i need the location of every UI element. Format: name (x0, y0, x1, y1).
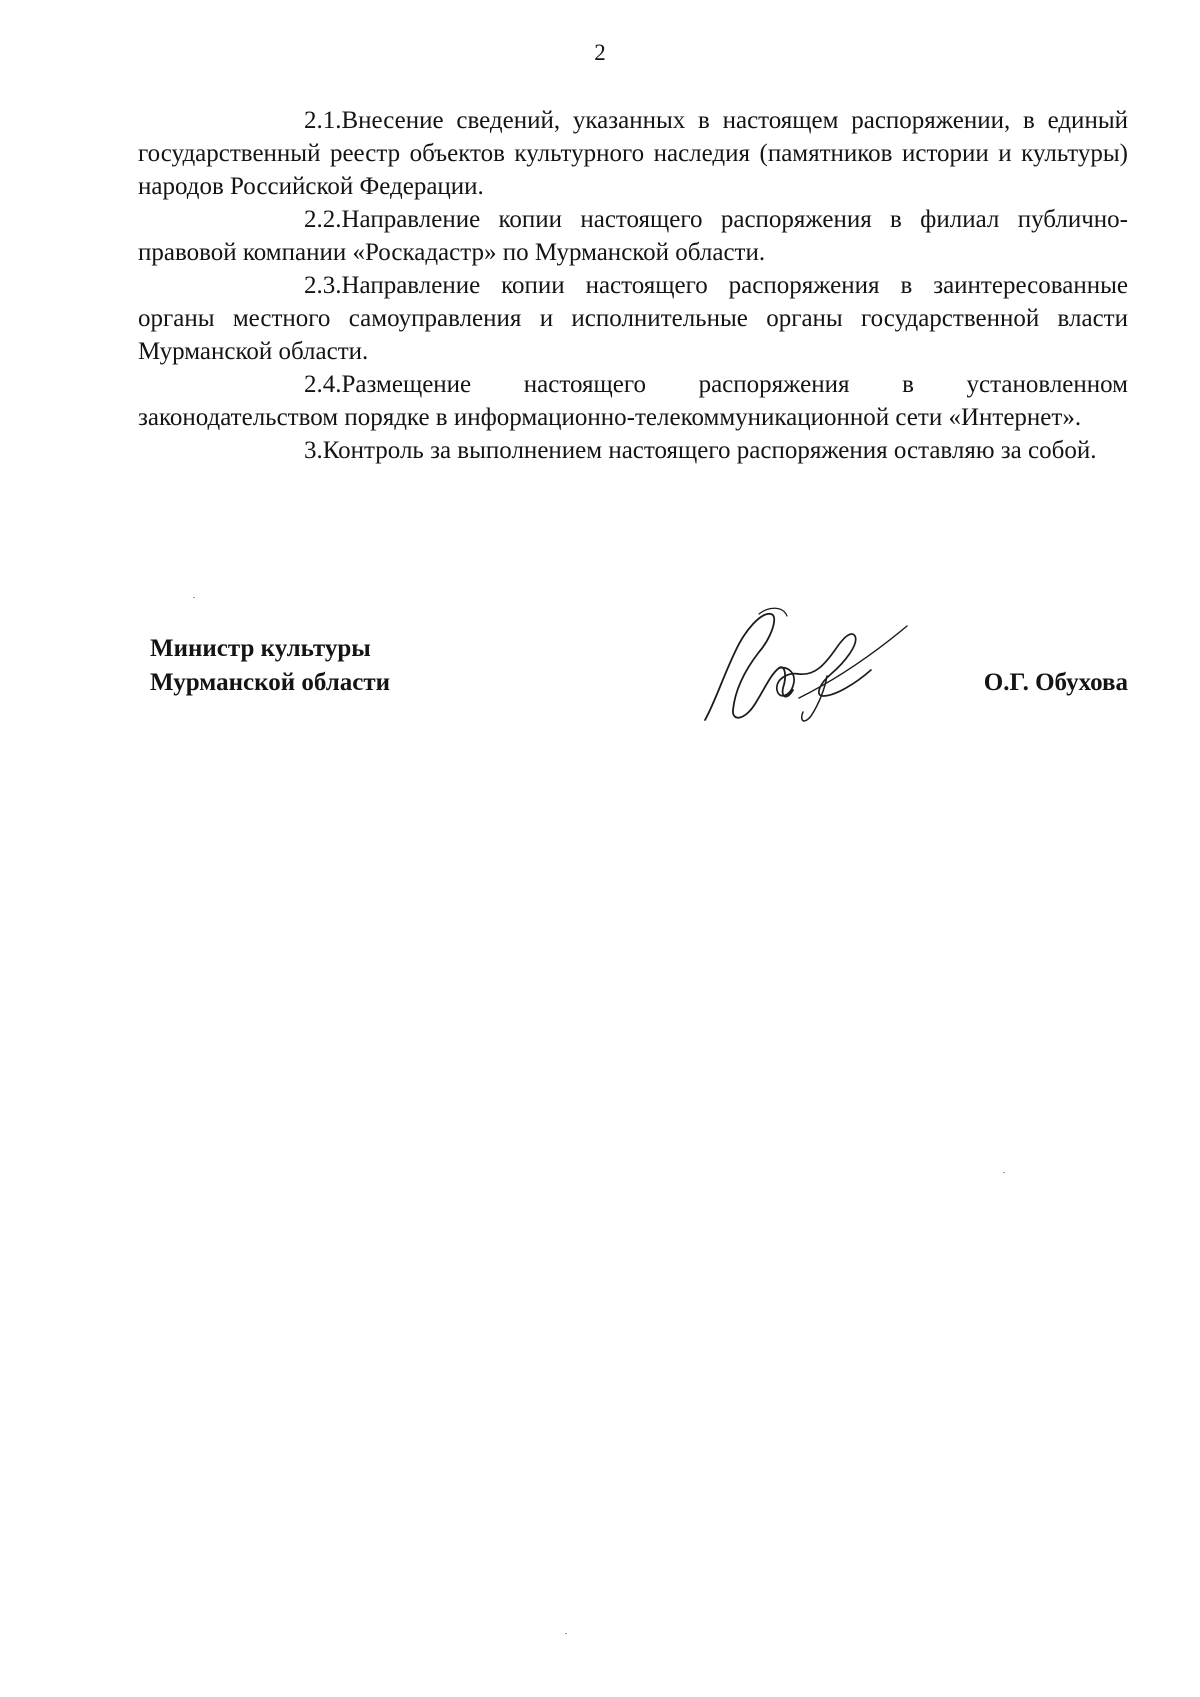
page-number: 2 (594, 40, 606, 65)
signer-name: О.Г. Обухова (983, 669, 1128, 696)
paragraph-number: 2.4. (304, 371, 342, 398)
scan-speck (1003, 1172, 1005, 1173)
signer-title (150, 632, 390, 700)
paragraph-number: 2.3. (304, 272, 342, 299)
paragraph-number: 3. (304, 437, 323, 464)
paragraph-2-3 (138, 269, 1128, 368)
paragraph-text: Размещение настоящего распоряжения в установленном законодательством порядке в информационно-телекоммуникационной сети «Интернет». (138, 371, 1128, 431)
signer-title-line-2: Мурманской области (150, 669, 391, 696)
signer-title-line-1: Министр культуры (150, 635, 371, 662)
scan-speck (565, 1633, 567, 1634)
paragraph-2-4 (138, 368, 1128, 434)
paragraph-3 (138, 434, 1128, 467)
handwritten-signature (675, 592, 915, 742)
document-body (138, 104, 1128, 467)
paragraph-2-2 (138, 203, 1128, 269)
paragraph-number: 2.1. (304, 107, 342, 134)
paragraph-text: Внесение сведений, указанных в настоящем распоряжении, в единый государственный реестр объектов культурного наследия (памятников истории и культуры) народов Российской Федерации. (138, 107, 1128, 200)
signature-stroke (799, 626, 907, 698)
paragraph-text: Направление копии настоящего распоряжения в филиал публично-правовой компании «Роскадастр» по Мурманской области. (138, 206, 1128, 266)
paragraph-text: Направление копии настоящего распоряжения в заинтересованные органы местного самоуправления и исполнительные органы государственной власти Мурманской области. (138, 272, 1128, 365)
paragraph-text: Контроль за выполнением настоящего распоряжения оставляю за собой. (322, 437, 1097, 464)
scan-speck (193, 597, 195, 598)
signature-block (150, 632, 1128, 732)
signature-stroke (705, 614, 793, 720)
paragraph-number: 2.2. (304, 206, 342, 233)
paragraph-2-1 (138, 104, 1128, 203)
